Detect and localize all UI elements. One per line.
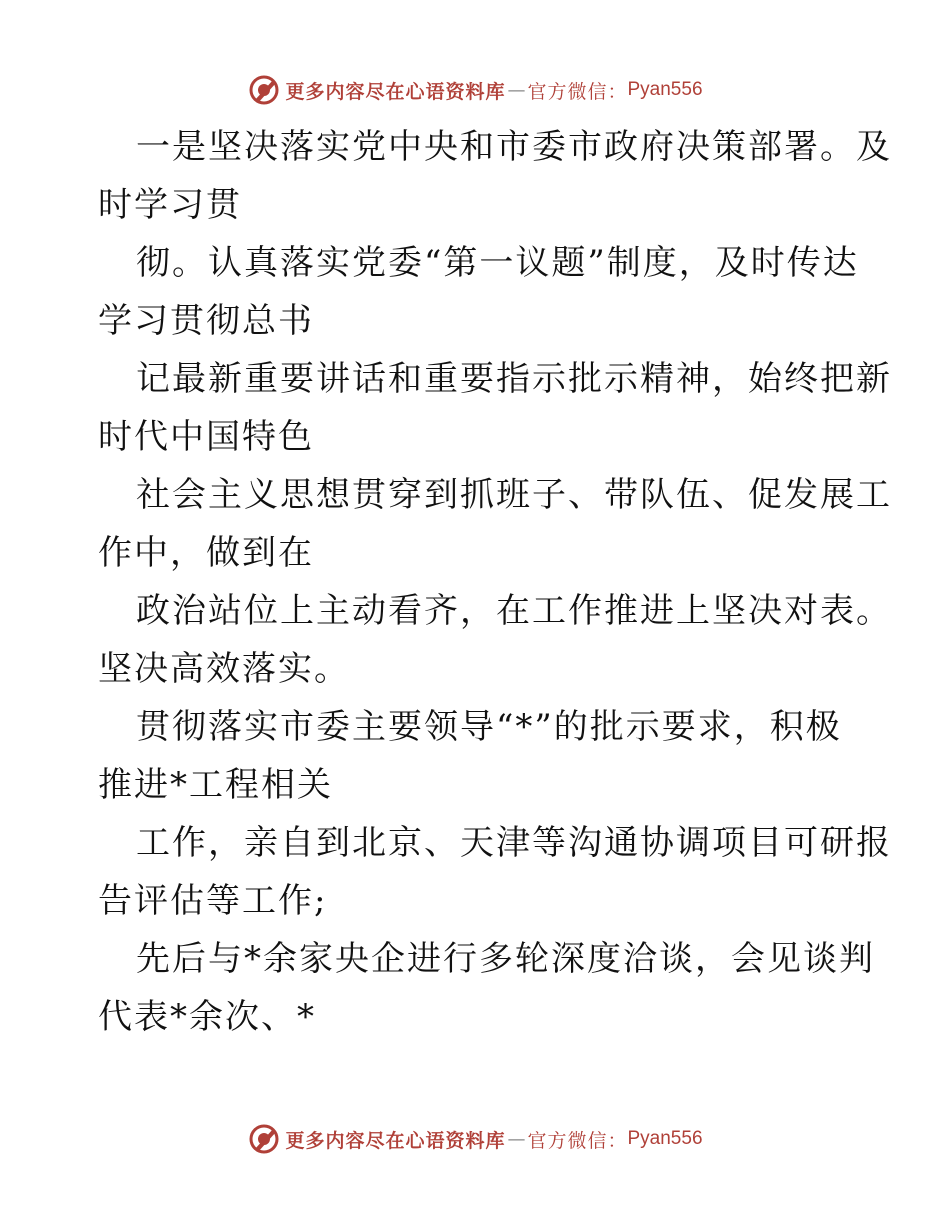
paragraph-first-line: 贯彻落实市委主要领导“*”的批示要求，积极 <box>136 707 842 747</box>
header-banner <box>0 70 950 110</box>
paragraph-continuation: 学习贯彻总书 <box>98 301 314 341</box>
footer-wechat-label: 官方微信： <box>527 1129 628 1152</box>
paragraph-continuation: 坚决高效落实。 <box>98 649 350 689</box>
paragraph <box>98 118 892 234</box>
paragraph <box>98 234 858 350</box>
paragraph-continuation: 作中，做到在 <box>98 533 314 573</box>
header-separator: — <box>507 79 526 101</box>
paragraph-continuation: 推进*工程相关 <box>98 765 333 805</box>
paragraph <box>98 582 892 698</box>
pen-circle-logo-icon <box>247 1122 281 1156</box>
footer-wechat-id: Pyan556 <box>627 1128 703 1149</box>
paragraph-first-line: 工作，亲自到北京、天津等沟通协调项目可研报 <box>136 823 892 863</box>
paragraph-first-line: 记最新重要讲话和重要指示批示精神，始终把新 <box>136 359 892 399</box>
paragraph-first-line: 彻。认真落实党委“第一议题”制度，及时传达 <box>136 243 859 283</box>
paragraph <box>98 814 892 930</box>
paragraph <box>98 930 875 1046</box>
paragraph <box>98 350 892 466</box>
header-brand-text: 更多内容尽在心语资料库 <box>285 80 506 103</box>
paragraph-continuation: 时学习贯 <box>98 185 242 225</box>
paragraph-continuation: 时代中国特色 <box>98 417 314 457</box>
pen-circle-logo-icon <box>247 73 281 107</box>
footer-separator: — <box>507 1128 526 1150</box>
paragraph <box>98 698 858 814</box>
footer-brand-text: 更多内容尽在心语资料库 <box>285 1129 506 1152</box>
paragraph-continuation: 告评估等工作; <box>98 881 328 921</box>
paragraph-continuation: 代表*余次、* <box>98 997 316 1037</box>
header-wechat-label: 官方微信： <box>527 80 628 103</box>
footer-banner <box>0 1119 950 1159</box>
body-text <box>98 118 892 1046</box>
paragraph-first-line: 社会主义思想贯穿到抓班子、带队伍、促发展工 <box>136 475 892 515</box>
paragraph-first-line: 政治站位上主动看齐，在工作推进上坚决对表。 <box>136 591 892 631</box>
paragraph-first-line: 先后与*余家央企进行多轮深度洽谈，会见谈判 <box>136 939 875 979</box>
header-wechat-id: Pyan556 <box>627 79 703 100</box>
paragraph <box>98 466 892 582</box>
paragraph-first-line: 一是坚决落实党中央和市委市政府决策部署。及 <box>136 127 892 167</box>
